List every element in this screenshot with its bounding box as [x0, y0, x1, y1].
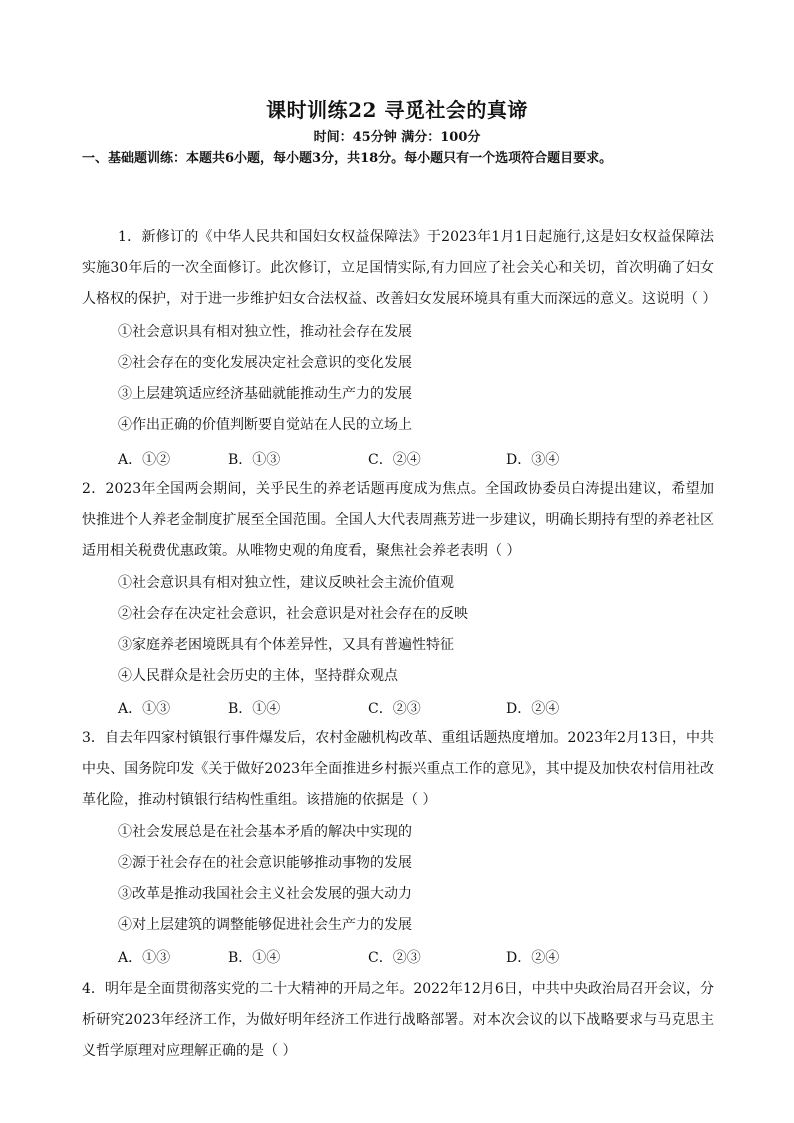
- exam-info: 时间：45分钟 满分：100分: [313, 130, 481, 145]
- question-1-item-2: ②社会存在的变化发展决定社会意识的变化发展: [118, 355, 412, 371]
- question-3-item-2: ②源于社会存在的社会意识能够推动事物的发展: [118, 855, 412, 871]
- question-3-choice-d[interactable]: D．②④: [506, 950, 560, 966]
- question-2-choice-c[interactable]: C．②③: [368, 701, 421, 717]
- question-2-stem: 2．2023年全国两会期间，关乎民生的养老话题再度成为焦点。全国政协委员白涛提出建议，希望加快推进个人养老金制度扩展至全国范围。全国人大代表周燕芳进一步建议，明确长期持有型的养老社区适用相关税费优惠政策。从唯物史观的角度看，聚焦社会养老表明（ ）: [82, 481, 714, 559]
- question-4-stem: 4．明年是全面贯彻落实党的二十大精神的开局之年。2022年12月6日，中共中央政治局召开会议，分析研究2023年经济工作，为做好明年经济工作进行战略部署。对本次会议的以下战略要求与马克思主义哲学原理对应理解正确的是（ ）: [82, 981, 714, 1059]
- question-2-choice-d[interactable]: D．②④: [506, 701, 560, 717]
- question-3-choice-b[interactable]: B．①④: [228, 950, 281, 966]
- question-3-choice-c[interactable]: C．②③: [368, 950, 421, 966]
- question-2-item-1: ①社会意识具有相对独立性，建议反映社会主流价值观: [118, 575, 454, 591]
- question-3-choices: [118, 947, 678, 967]
- question-1-choices: [118, 449, 678, 469]
- page-title: 课时训练22 寻觅社会的真谛: [266, 98, 528, 122]
- question-1-choice-b[interactable]: B．①③: [228, 452, 281, 468]
- question-2-item-3: ③家庭养老困境既具有个体差异性，又具有普遍性特征: [118, 637, 454, 653]
- question-3-stem: 3．自去年四家村镇银行事件爆发后，农村金融机构改革、重组话题热度增加。2023年2月13日，中共中央、国务院印发《关于做好2023年全面推进乡村振兴重点工作的意见》，其中提及加快农村信用社改革化险，推动村镇银行结构性重组。该措施的依据是（ ）: [82, 730, 714, 808]
- question-1-item-1: ①社会意识具有相对独立性，推动社会存在发展: [118, 324, 412, 340]
- question-2-choice-b[interactable]: B．①④: [228, 701, 281, 717]
- question-1-stem: 1．新修订的《中华人民共和国妇女权益保障法》于2023年1月1日起施行,这是妇女权益保障法实施30年后的一次全面修订。此次修订，立足国情实际,有力回应了社会关心和关切，首次明确了妇女人格权的保护，对于进一步维护妇女合法权益、改善妇女发展环境具有重大而深远的意义。这说明（ ）: [82, 229, 717, 307]
- question-3-choice-a[interactable]: A．①③: [118, 950, 171, 966]
- question-3-item-1: ①社会发展总是在社会基本矛盾的解决中实现的: [118, 824, 412, 840]
- question-1-item-3: ③上层建筑适应经济基础就能推动生产力的发展: [118, 386, 412, 402]
- question-3-item-3: ③改革是推动我国社会主义社会发展的强大动力: [118, 886, 412, 902]
- question-1-item-4: ④作出正确的价值判断要自觉站在人民的立场上: [118, 417, 412, 433]
- question-1-choice-a[interactable]: A．①②: [118, 452, 171, 468]
- section-heading: 一、基础题训练：本题共6小题，每小题3分，共18分。每小题只有一个选项符合题目要求。: [82, 151, 613, 166]
- question-2-choices: [118, 698, 678, 718]
- question-1-choice-d[interactable]: D．③④: [506, 452, 560, 468]
- question-1-choice-c[interactable]: C．②④: [368, 452, 421, 468]
- question-2-item-2: ②社会存在决定社会意识，社会意识是对社会存在的反映: [118, 606, 468, 622]
- question-2-item-4: ④人民群众是社会历史的主体，坚持群众观点: [118, 668, 398, 684]
- question-2-choice-a[interactable]: A．①③: [118, 701, 171, 717]
- question-3-item-4: ④对上层建筑的调整能够促进社会生产力的发展: [118, 917, 412, 933]
